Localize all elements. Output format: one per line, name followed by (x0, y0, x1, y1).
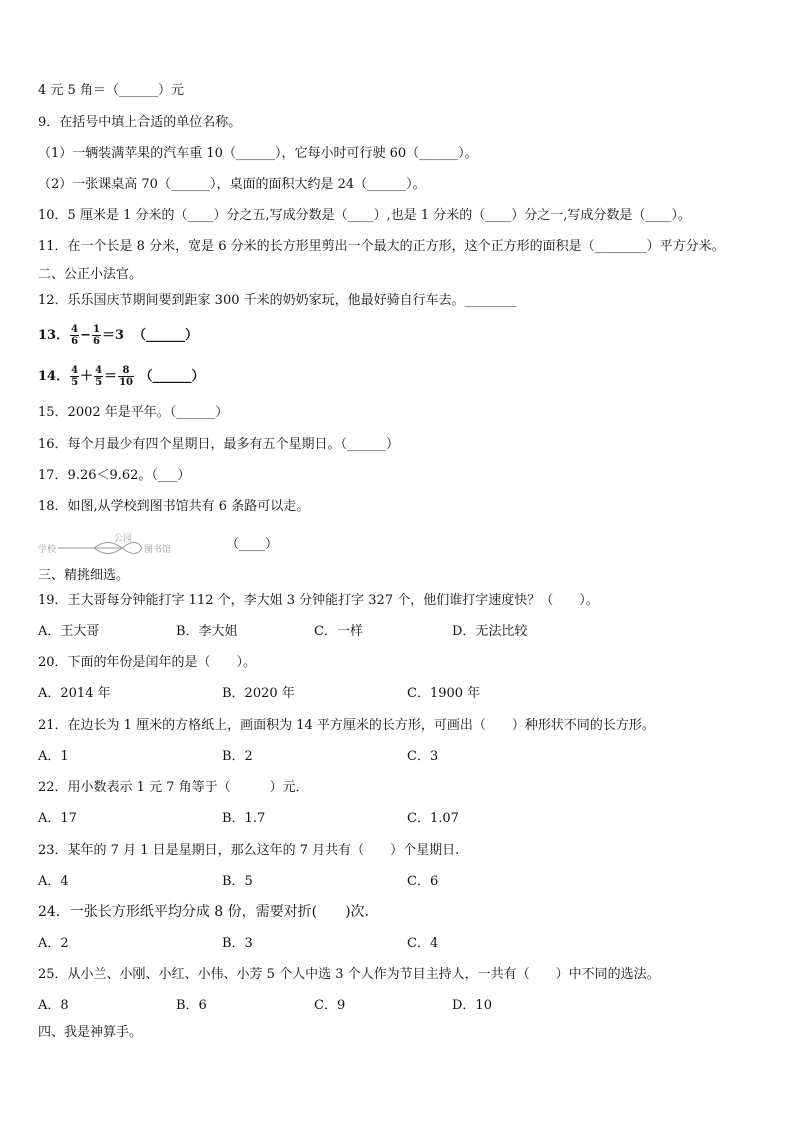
option-a: A．1 (38, 749, 69, 764)
route-paths-graphic (38, 533, 218, 559)
option-a: A．17 (38, 811, 77, 826)
fraction-1-6: $\frac{1}{6}$ (92, 324, 100, 347)
minus-sign: − (80, 328, 91, 343)
equals-sign: ＝ (104, 369, 118, 384)
fraction-4-5-a: $\frac{4}{5}$ (71, 365, 79, 388)
option-c: C．3 (407, 749, 439, 764)
option-b: B．2020 年 (222, 686, 295, 701)
question-18-blank: （____） (226, 537, 279, 552)
plus-sign: ＋ (80, 369, 94, 384)
question-23: 23．某年的 7 月 1 日是星期日，那么这年的 7 月共有（ ）个星期日. (38, 843, 460, 858)
option-a: A．2 (38, 936, 69, 951)
route-diagram (38, 533, 218, 559)
question-25: 25．从小兰、小刚、小红、小伟、小芳 5 个人中选 3 个人作为节目主持人，一共有（ ）中不同的选法。 (38, 967, 660, 982)
question-14-blank: （______） (139, 369, 205, 384)
question-9-part-1: （1）一辆装满苹果的汽车重 10（______），它每小时可行驶 60（______）。 (38, 146, 478, 161)
question-9-part-2: （2）一张课桌高 70（______），桌面的面积大约是 24（______）。 (38, 177, 426, 192)
library-label: 图书馆 (144, 545, 172, 555)
option-b: B．1.7 (222, 811, 266, 826)
question-14 (38, 362, 774, 392)
option-c: C．1900 年 (407, 686, 481, 701)
line-money-conversion: 4 元 5 角＝（______）元 (38, 83, 184, 98)
option-a: A．王大哥 (38, 624, 100, 639)
section-4-heading: 四、我是神算手。 (38, 1025, 143, 1040)
option-c: C．9 (314, 998, 346, 1013)
fraction-4-5-b: $\frac{4}{5}$ (95, 365, 103, 388)
option-a: A．8 (38, 998, 69, 1013)
option-a: A．2014 年 (38, 686, 111, 701)
option-c: C．4 (407, 936, 439, 951)
school-label: 学校 (38, 545, 57, 555)
option-b: B．5 (222, 874, 253, 889)
option-d: D．无法比较 (452, 624, 528, 639)
option-c: C．一样 (314, 624, 363, 639)
question-13-number: 13． (38, 328, 70, 343)
question-9: 9．在括号中填上合适的单位名称。 (38, 115, 242, 130)
fraction-4-6: $\frac{4}{6}$ (71, 324, 79, 347)
question-15: 15．2002 年是平年。（______） (38, 405, 229, 420)
question-18: 18．如图,从学校到图书馆共有 6 条路可以走。 (38, 499, 310, 514)
question-21: 21．在边长为 1 厘米的方格纸上，画面积为 14 平方厘米的长方形，可画出（ ）种形状不同的长方形。 (38, 718, 655, 733)
question-12: 12．乐乐国庆节期间要到距家 300 千米的奶奶家玩，他最好骑自行车去。________ (38, 293, 517, 308)
option-b: B．3 (222, 936, 253, 951)
park-label: 公园 (114, 534, 133, 544)
option-a: A．4 (38, 874, 69, 889)
option-c: C．1.07 (407, 811, 459, 826)
option-d: D．10 (452, 998, 492, 1013)
question-13-blank: （______） (133, 328, 199, 343)
section-3-heading: 三、精挑细选。 (38, 568, 130, 583)
option-c: C．6 (407, 874, 439, 889)
fraction-8-10: $\frac{8}{10}$ (119, 365, 133, 388)
question-13 (38, 321, 774, 351)
question-19: 19．王大哥每分钟能打字 112 个，李大姐 3 分钟能打字 327 个，他们谁打字速度快？（ ）。 (38, 593, 599, 608)
section-2-heading: 二、公正小法官。 (38, 267, 143, 282)
question-17: 17．9.26＜9.62。（___） (38, 468, 191, 483)
question-16: 16．每个月最少有四个星期日，最多有五个星期日。（______） (38, 437, 400, 452)
question-24: 24．一张长方形纸平均分成 8 份，需要对折( )次. (38, 904, 369, 920)
option-b: B．李大姐 (176, 624, 238, 639)
option-b: B．2 (222, 749, 253, 764)
option-b: B．6 (176, 998, 207, 1013)
question-22: 22．用小数表示 1 元 7 角等于（ ）元． (38, 780, 309, 795)
question-20: 20．下面的年份是闰年的是（ ）。 (38, 655, 257, 670)
question-10: 10．5 厘米是 1 分米的（____）分之五,写成分数是（____）,也是 1 分米的（____）分之一,写成分数是（____）。 (38, 208, 691, 223)
question-13-result: ＝3 (101, 328, 124, 343)
question-11: 11．在一个长是 8 分米，宽是 6 分米的长方形里剪出一个最大的正方形，这个正方形的面积是（________）平方分米。 (38, 239, 725, 254)
question-14-number: 14． (38, 369, 70, 384)
